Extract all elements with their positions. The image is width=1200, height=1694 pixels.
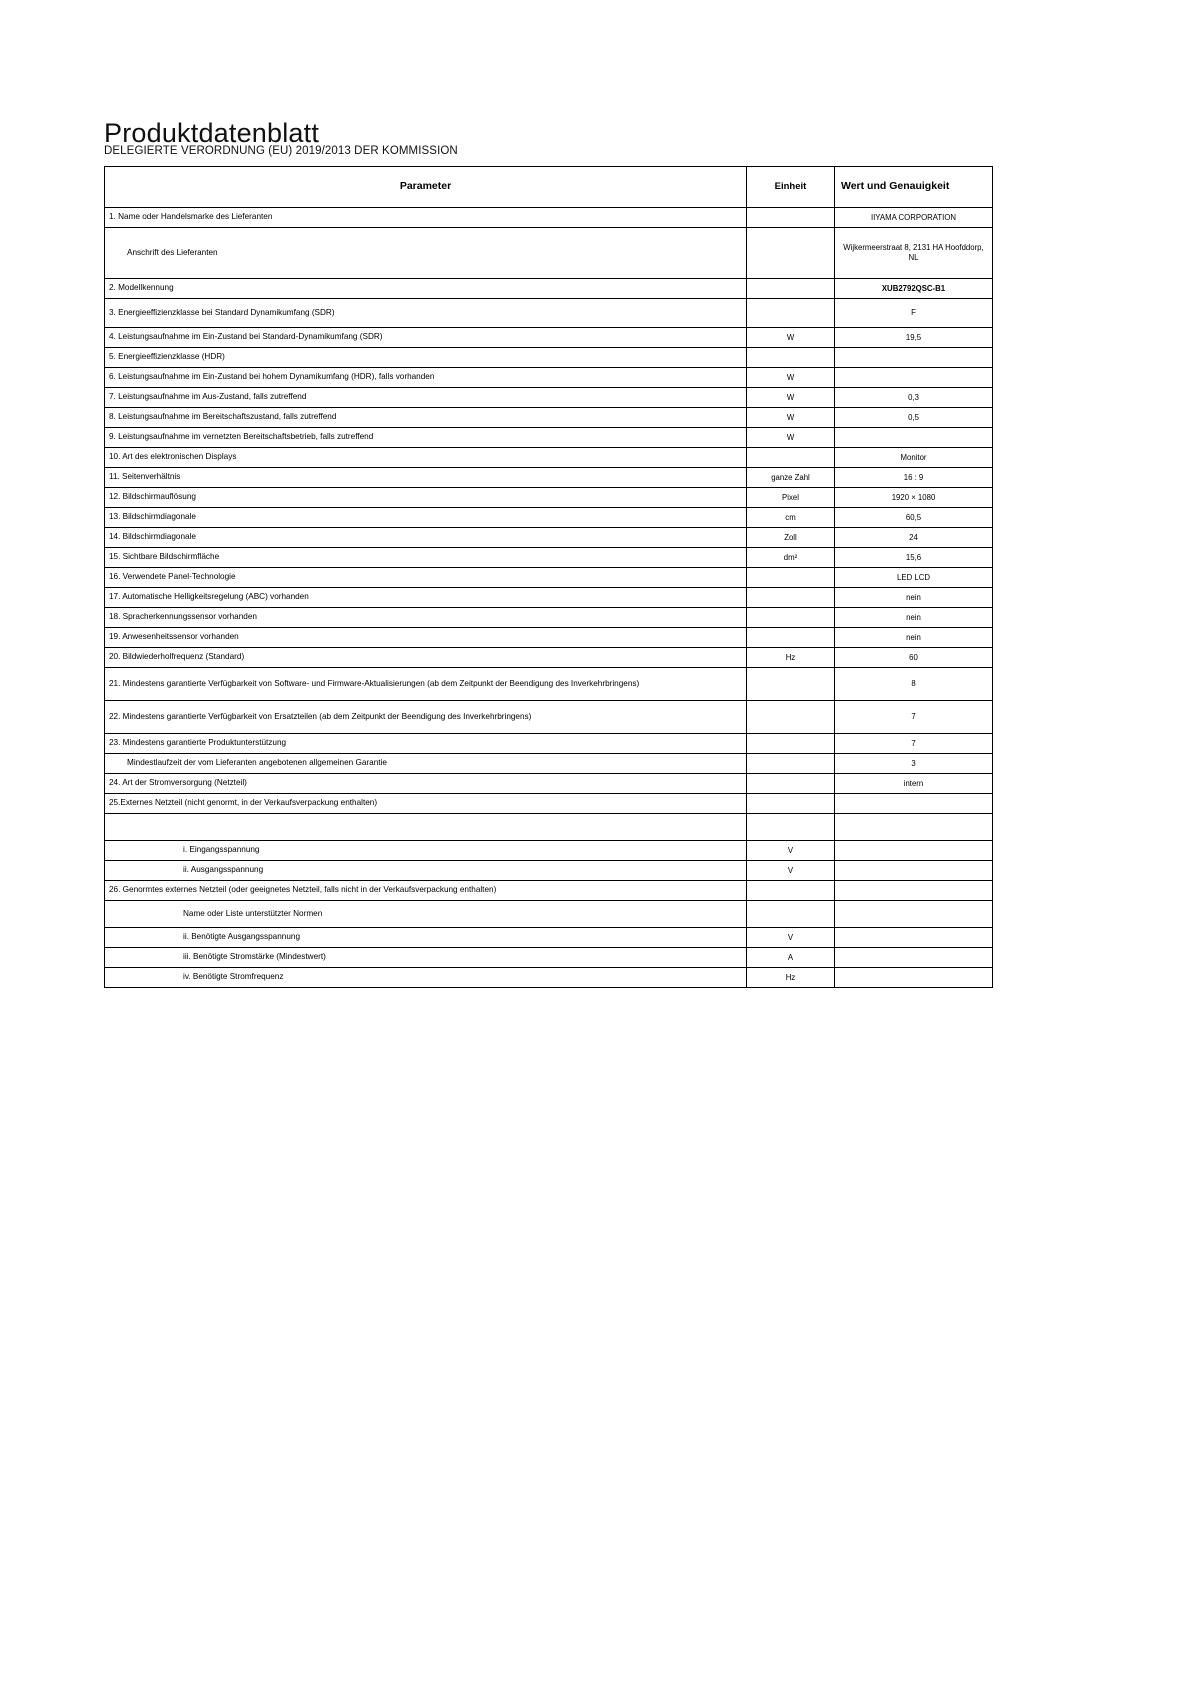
regulation-subtitle: DELEGIERTE VERORDNUNG (EU) 2019/2013 DER KOMMISSION [104, 145, 458, 157]
cell-parameter: 6. Leistungsaufnahme im Ein-Zustand bei hohem Dynamikumfang (HDR), falls vorhanden [105, 368, 747, 388]
cell-unit [747, 701, 835, 734]
cell-value: intern [835, 774, 993, 794]
table-row [105, 794, 993, 814]
table-row [105, 648, 993, 668]
cell-parameter: 9. Leistungsaufnahme im vernetzten Bereitschaftsbetrieb, falls zutreffend [105, 428, 747, 448]
cell-value: 0,3 [835, 388, 993, 408]
cell-unit [747, 348, 835, 368]
cell-value [835, 794, 993, 814]
cell-parameter: ii. Ausgangsspannung [105, 861, 747, 881]
cell-unit: Zoll [747, 528, 835, 548]
page-title: Produktdatenblatt [104, 118, 320, 149]
table-row [105, 508, 993, 528]
cell-unit: W [747, 328, 835, 348]
cell-parameter: 17. Automatische Helligkeitsregelung (ABC) vorhanden [105, 588, 747, 608]
cell-value: 7 [835, 701, 993, 734]
cell-unit [747, 794, 835, 814]
table-row [105, 701, 993, 734]
cell-unit: Hz [747, 648, 835, 668]
cell-unit: V [747, 841, 835, 861]
cell-parameter: Anschrift des Lieferanten [105, 228, 747, 279]
cell-parameter: iii. Benötigte Stromstärke (Mindestwert) [105, 948, 747, 968]
cell-unit: ganze Zahl [747, 468, 835, 488]
table-row [105, 754, 993, 774]
cell-value: 15,6 [835, 548, 993, 568]
table-row [105, 299, 993, 328]
cell-parameter: 16. Verwendete Panel-Technologie [105, 568, 747, 588]
table-header [105, 167, 993, 208]
cell-value [835, 968, 993, 988]
cell-value [835, 861, 993, 881]
cell-unit [747, 279, 835, 299]
cell-value: 1920 × 1080 [835, 488, 993, 508]
cell-parameter: 3. Energieeffizienzklasse bei Standard Dynamikumfang (SDR) [105, 299, 747, 328]
cell-value: 60,5 [835, 508, 993, 528]
cell-unit [747, 568, 835, 588]
cell-unit: W [747, 408, 835, 428]
cell-parameter: 23. Mindestens garantierte Produktunterstützung [105, 734, 747, 754]
cell-unit: V [747, 861, 835, 881]
column-header-parameter: Parameter [105, 167, 747, 208]
table-body [105, 208, 993, 988]
cell-parameter: 15. Sichtbare Bildschirmfläche [105, 548, 747, 568]
table-row [105, 968, 993, 988]
cell-parameter: 7. Leistungsaufnahme im Aus-Zustand, falls zutreffend [105, 388, 747, 408]
cell-value: 24 [835, 528, 993, 548]
table-row [105, 734, 993, 754]
cell-value [835, 881, 993, 901]
cell-unit [747, 448, 835, 468]
cell-unit [747, 814, 835, 841]
table-row [105, 568, 993, 588]
cell-value: nein [835, 608, 993, 628]
cell-parameter [105, 814, 747, 841]
table-row [105, 488, 993, 508]
table-row [105, 228, 993, 279]
cell-value: IIYAMA CORPORATION [835, 208, 993, 228]
table-row [105, 348, 993, 368]
table-row [105, 628, 993, 648]
cell-value: nein [835, 628, 993, 648]
cell-value: 7 [835, 734, 993, 754]
cell-unit [747, 628, 835, 648]
table-row [105, 588, 993, 608]
cell-parameter: 2. Modellkennung [105, 279, 747, 299]
cell-parameter: 26. Genormtes externes Netzteil (oder geeignetes Netzteil, falls nicht in der Verkaufsverpackung enthalten) [105, 881, 747, 901]
cell-value: 3 [835, 754, 993, 774]
table-row [105, 328, 993, 348]
cell-unit: A [747, 948, 835, 968]
table-row [105, 208, 993, 228]
cell-unit: dm² [747, 548, 835, 568]
cell-parameter: 19. Anwesenheitssensor vorhanden [105, 628, 747, 648]
table-row [105, 814, 993, 841]
cell-value: Monitor [835, 448, 993, 468]
cell-value: 60 [835, 648, 993, 668]
cell-unit [747, 734, 835, 754]
table-row [105, 948, 993, 968]
table-row [105, 774, 993, 794]
cell-value [835, 948, 993, 968]
cell-unit: cm [747, 508, 835, 528]
table-row [105, 468, 993, 488]
cell-parameter: 21. Mindestens garantierte Verfügbarkeit von Software- und Firmware-Aktualisierungen (ab dem Zeitpunkt der Beendigung des Inverkehrbringens) [105, 668, 747, 701]
cell-value [835, 901, 993, 928]
cell-value: 19,5 [835, 328, 993, 348]
cell-parameter: 11. Seitenverhältnis [105, 468, 747, 488]
table-row [105, 428, 993, 448]
cell-parameter: 24. Art der Stromversorgung (Netzteil) [105, 774, 747, 794]
table-row [105, 548, 993, 568]
cell-parameter: 25.Externes Netzteil (nicht genormt, in der Verkaufsverpackung enthalten) [105, 794, 747, 814]
cell-unit [747, 754, 835, 774]
cell-unit: Hz [747, 968, 835, 988]
cell-unit: V [747, 928, 835, 948]
cell-value: 16 : 9 [835, 468, 993, 488]
cell-value: 8 [835, 668, 993, 701]
cell-parameter: 8. Leistungsaufnahme im Bereitschaftszustand, falls zutreffend [105, 408, 747, 428]
cell-value: LED LCD [835, 568, 993, 588]
cell-parameter: 5. Energieeffizienzklasse (HDR) [105, 348, 747, 368]
cell-parameter: ii. Benötigte Ausgangsspannung [105, 928, 747, 948]
table-row [105, 668, 993, 701]
cell-value [835, 841, 993, 861]
cell-value: 0,5 [835, 408, 993, 428]
table-row [105, 881, 993, 901]
table-row [105, 279, 993, 299]
cell-parameter: 12. Bildschirmauflösung [105, 488, 747, 508]
cell-parameter: i. Eingangsspannung [105, 841, 747, 861]
table-row [105, 928, 993, 948]
column-header-unit: Einheit [747, 167, 835, 208]
cell-value: nein [835, 588, 993, 608]
cell-unit: W [747, 428, 835, 448]
cell-parameter: 22. Mindestens garantierte Verfügbarkeit von Ersatzteilen (ab dem Zeitpunkt der Beendigung des Inverkehrbringens) [105, 701, 747, 734]
cell-unit [747, 228, 835, 279]
cell-unit [747, 881, 835, 901]
cell-unit [747, 901, 835, 928]
cell-parameter: 4. Leistungsaufnahme im Ein-Zustand bei Standard-Dynamikumfang (SDR) [105, 328, 747, 348]
cell-value: F [835, 299, 993, 328]
table-row [105, 448, 993, 468]
cell-parameter: 13. Bildschirmdiagonale [105, 508, 747, 528]
cell-value [835, 814, 993, 841]
cell-parameter: 10. Art des elektronischen Displays [105, 448, 747, 468]
cell-parameter: iv. Benötigte Stromfrequenz [105, 968, 747, 988]
cell-unit: Pixel [747, 488, 835, 508]
cell-value [835, 428, 993, 448]
table-row [105, 368, 993, 388]
cell-parameter: Mindestlaufzeit der vom Lieferanten angebotenen allgemeinen Garantie [105, 754, 747, 774]
cell-unit [747, 774, 835, 794]
table-row [105, 528, 993, 548]
column-header-value: Wert und Genauigkeit [835, 167, 993, 208]
table-row [105, 608, 993, 628]
cell-parameter: 20. Bildwiederholfrequenz (Standard) [105, 648, 747, 668]
cell-value [835, 368, 993, 388]
table-row [105, 388, 993, 408]
product-datasheet-table [104, 166, 993, 988]
cell-unit [747, 208, 835, 228]
cell-unit: W [747, 368, 835, 388]
cell-parameter: 18. Spracherkennungssensor vorhanden [105, 608, 747, 628]
cell-value: Wijkermeerstraat 8, 2131 HA Hoofddorp, NL [835, 228, 993, 279]
cell-unit [747, 608, 835, 628]
cell-value [835, 348, 993, 368]
table-row [105, 861, 993, 881]
table-row [105, 408, 993, 428]
cell-value [835, 928, 993, 948]
cell-unit: W [747, 388, 835, 408]
cell-parameter: 14. Bildschirmdiagonale [105, 528, 747, 548]
cell-value: XUB2792QSC-B1 [835, 279, 993, 299]
cell-unit [747, 588, 835, 608]
table-row [105, 901, 993, 928]
cell-unit [747, 299, 835, 328]
cell-parameter: Name oder Liste unterstützter Normen [105, 901, 747, 928]
cell-parameter: 1. Name oder Handelsmarke des Lieferanten [105, 208, 747, 228]
table-row [105, 841, 993, 861]
cell-unit [747, 668, 835, 701]
